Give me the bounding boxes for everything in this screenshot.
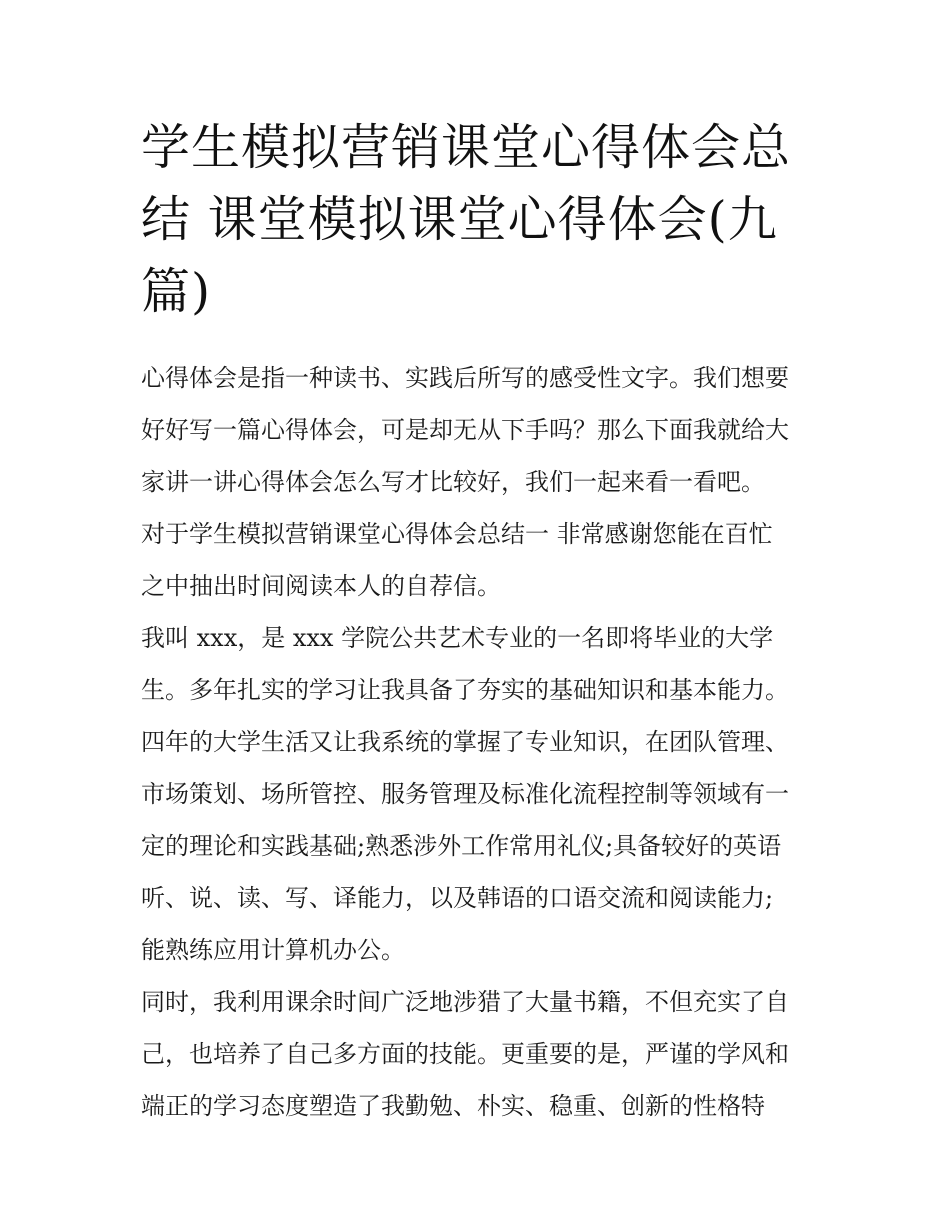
- title-line: 学生模拟营销课堂心得体会总: [141, 119, 792, 176]
- text-line: 好好写一篇心得体会，可是却无从下手吗？那么下面我就给大: [141, 416, 789, 444]
- paragraph-thanks: [141, 508, 813, 612]
- text-line: 生。多年扎实的学习让我具备了夯实的基础知识和基本能力。: [141, 676, 789, 704]
- text-line: 四年的大学生活又让我系统的掌握了专业知识，在团队管理、: [141, 728, 789, 756]
- document-title: [141, 112, 813, 328]
- document-content: [141, 112, 813, 1132]
- text-line: 同时，我利用课余时间广泛地涉猎了大量书籍，不但充实了自: [141, 988, 789, 1016]
- text-line: 能熟练应用计算机办公。: [141, 936, 405, 964]
- title-line: 结 课堂模拟课堂心得体会(九: [141, 191, 778, 248]
- paragraph-skills: [141, 976, 813, 1132]
- text-line: 市场策划、场所管控、服务管理及标准化流程控制等领域有一: [141, 780, 789, 808]
- text-line: 对于学生模拟营销课堂心得体会总结一 非常感谢您能在百忙: [141, 520, 773, 548]
- text-line: 之中抽出时间阅读本人的自荐信。: [141, 572, 501, 600]
- text-line: 定的理论和实践基础;熟悉涉外工作常用礼仪;具备较好的英语: [141, 832, 782, 860]
- paragraph-intro: [141, 352, 813, 508]
- text-line: 听、说、读、写、译能力，以及韩语的口语交流和阅读能力;: [141, 884, 774, 912]
- text-line: 端正的学习态度塑造了我勤勉、朴实、稳重、创新的性格特: [141, 1092, 765, 1120]
- text-line: 心得体会是指一种读书、实践后所写的感受性文字。我们想要: [141, 364, 789, 392]
- paragraph-self-intro: [141, 612, 813, 976]
- text-line: 我叫 xxx，是 xxx 学院公共艺术专业的一名即将毕业的大学: [141, 624, 774, 652]
- title-line: 篇): [141, 263, 212, 320]
- text-line: 己，也培养了自己多方面的技能。更重要的是，严谨的学风和: [141, 1040, 789, 1068]
- text-line: 家讲一讲心得体会怎么写才比较好，我们一起来看一看吧。: [141, 468, 765, 496]
- document-body: [141, 352, 813, 1132]
